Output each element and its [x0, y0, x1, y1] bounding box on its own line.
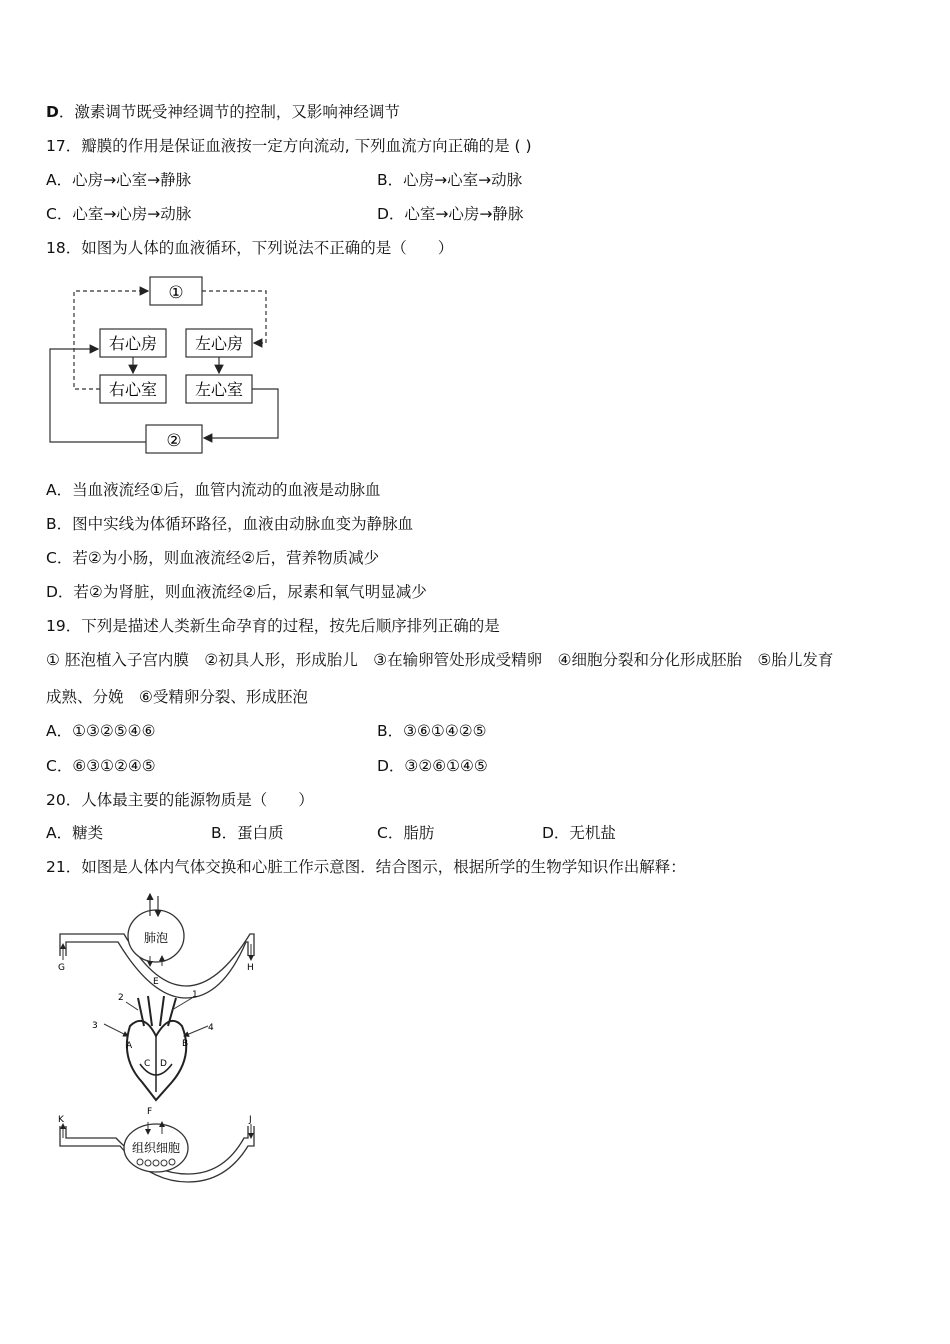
node-1-label: ① [168, 283, 184, 303]
q20-option-d: D．无机盐 [542, 824, 616, 842]
q18-option-d: D．若②为肾脏，则血液流经②后，尿素和氧气明显减少 [46, 583, 427, 601]
label-e: E [153, 977, 159, 987]
label-j: J [249, 1115, 252, 1125]
label-b: B [182, 1039, 189, 1049]
q21-stem: 21．如图是人体内气体交换和心脏工作示意图．结合图示，根据所学的生物学知识作出解释： [46, 858, 686, 876]
label-h: H [247, 963, 254, 973]
q20-option-c: C．脂肪 [377, 824, 435, 842]
circulation-diagram [44, 272, 284, 462]
q17-option-d: D．心室→心房→静脉 [377, 205, 524, 223]
q19-option-a: A．①③②⑤④⑥ [46, 722, 156, 740]
left-atrium-label: 左心房 [194, 334, 244, 353]
right-ventricle-label: 右心室 [108, 380, 158, 399]
q19-items-line1: ① 胚泡植入子宫内膜 ②初具人形，形成胎儿 ③在输卵管处形成受精卵 ④细胞分裂和分化形成胚胎 ⑤胎儿发育 [46, 651, 834, 669]
right-atrium-label: 右心房 [108, 334, 158, 353]
q17-stem: 17．瓣膜的作用是保证血液按一定方向流动, 下列血流方向正确的是 ( ) [46, 137, 532, 155]
node-2-label: ② [166, 431, 182, 451]
q19-option-c: C．⑥③①②④⑤ [46, 757, 156, 775]
label-c: C [144, 1059, 151, 1069]
label-g: G [58, 963, 65, 973]
q18-option-b: B．图中实线为体循环路径，血液由动脉血变为静脉血 [46, 515, 414, 533]
q18-option-a: A．当血液流经①后，血管内流动的血液是动脉血 [46, 481, 381, 499]
q19-option-b: B．③⑥①④②⑤ [377, 722, 487, 740]
tissue-cell-label: 组织细胞 [131, 1141, 181, 1155]
q17-option-c: C．心室→心房→动脉 [46, 205, 192, 223]
q20-stem: 20．人体最主要的能源物质是（ ） [46, 791, 314, 809]
q19-option-d: D．③②⑥①④⑤ [377, 757, 488, 775]
q20-option-b: B．蛋白质 [211, 824, 284, 842]
label-a: A [126, 1041, 133, 1051]
label-d: D [160, 1059, 167, 1069]
q19-items-line2: 成熟、分娩 ⑥受精卵分裂、形成胚泡 [46, 688, 308, 706]
q19-stem: 19．下列是描述人类新生命孕育的过程，按先后顺序排列正确的是 [46, 617, 500, 635]
q17-option-a: A．心房→心室→静脉 [46, 171, 192, 189]
q20-option-a: A．糖类 [46, 824, 104, 842]
q17-option-b: B．心房→心室→动脉 [377, 171, 523, 189]
label-4: 4 [208, 1023, 214, 1033]
label-f: F [147, 1107, 153, 1117]
label-2: 2 [118, 993, 124, 1003]
q16-option-d: D．激素调节既受神经调节的控制，又影响神经调节 [46, 103, 400, 121]
q18-stem: 18．如图为人体的血液循环，下列说法不正确的是（ ） [46, 239, 454, 257]
left-ventricle-label: 左心室 [194, 380, 244, 399]
label-k: K [58, 1115, 64, 1125]
gas-exchange-heart-diagram [44, 886, 270, 1188]
label-1: 1 [192, 990, 198, 1000]
alveolus-label: 肺泡 [143, 931, 169, 945]
label-3: 3 [92, 1021, 98, 1031]
q18-option-c: C．若②为小肠，则血液流经②后，营养物质减少 [46, 549, 380, 567]
